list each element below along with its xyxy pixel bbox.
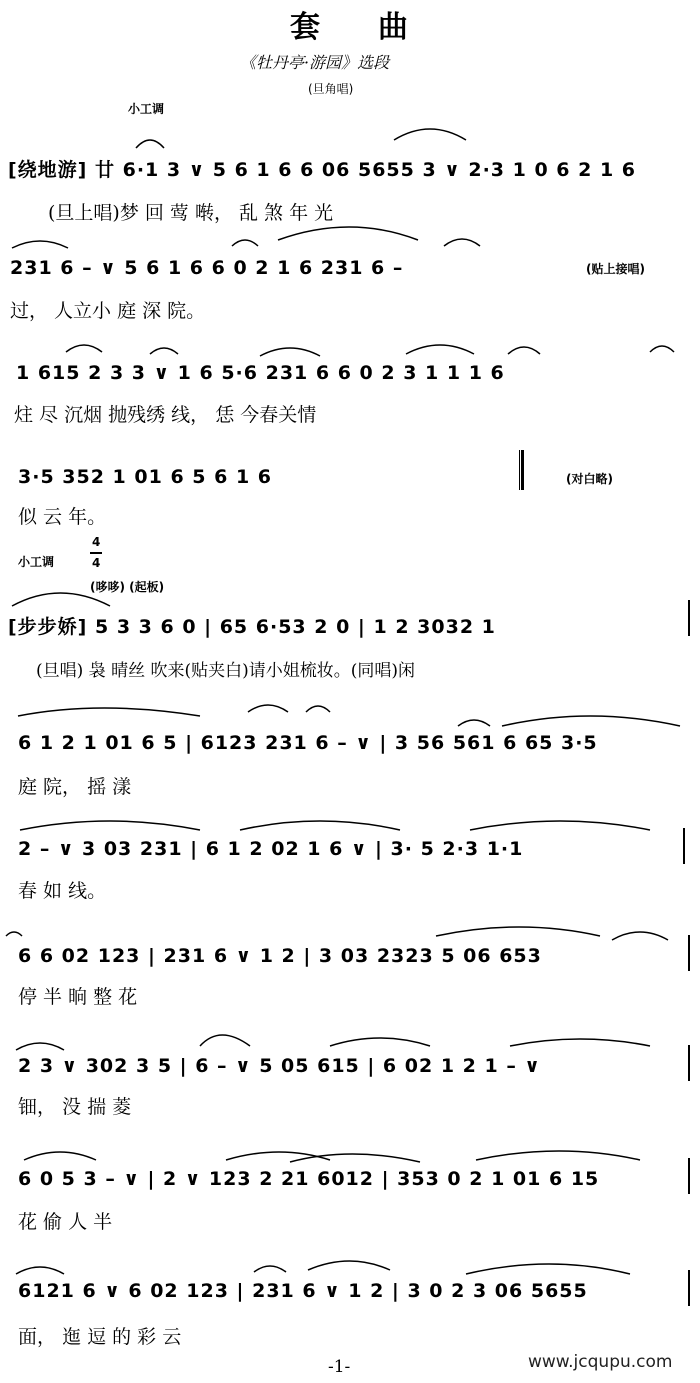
notation-line-3: 1 615 2 3 3 ∨ 1 6 5·6 231 6 6 0 2 3 1 1 1 6	[16, 362, 505, 384]
lyrics-line-4: 似 云 年。	[18, 506, 107, 528]
lyrics-line-12: 面， 迤 逗 的 彩 云	[18, 1326, 182, 1348]
time-signature-numerator: 4	[92, 535, 101, 549]
time-signature-denominator: 4	[92, 556, 101, 570]
notation-line-10: 2 3 ∨ 302 3 5 | 6 – ∨ 5 05 615 | 6 02 1 2 1 – ∨	[18, 1055, 541, 1077]
notation-line-11: 6 0 5 3 – ∨ | 2 ∨ 123 2 21 6012 | 353 0 2 1 01 6 15	[18, 1168, 600, 1190]
lyrics-line-3: 炷 尽 沉烟 抛残绣 线， 恁 今春关情	[14, 404, 317, 426]
role-note: (旦角唱)	[308, 82, 354, 96]
lyrics-line-11: 花 偷 人 半	[18, 1211, 113, 1233]
notation-line-9: 6 6 02 123 | 231 6 ∨ 1 2 | 3 03 2323 5 06 653	[18, 945, 542, 967]
key-signature-1: 小工调	[128, 102, 165, 116]
lyrics-line-10: 钿， 没 揣 菱	[18, 1096, 132, 1118]
lyrics-line-6: (旦唱) 袅 晴丝 吹来(贴夹白)请小姐梳妆。(同唱)闲	[36, 661, 416, 681]
key-signature-2: 小工调	[18, 555, 55, 569]
notation-line-12: 6121 6 ∨ 6 02 123 | 231 6 ∨ 1 2 | 3 0 2 3 06 5655	[18, 1280, 588, 1302]
lyrics-line-2: 过， 人立小 庭 深 院。	[10, 300, 206, 322]
lyrics-line-1: (旦上唱)梦 回 莺 啭， 乱 煞 年 光	[48, 202, 334, 224]
notation-line-6: [步步娇] 5 3 3 6 0 | 65 6·53 2 0 | 1 2 3032 1	[8, 616, 496, 638]
page-subtitle: 《牡丹亭·游园》选段	[240, 53, 390, 72]
aside-line-2: (贴上接唱)	[586, 262, 645, 276]
page-title: 套曲	[290, 10, 466, 45]
aside-line-4: (对白略)	[566, 472, 613, 486]
notation-line-8: 2 – ∨ 3 03 231 | 6 1 2 02 1 6 ∨ | 3· 5 2·3 1·1	[18, 838, 524, 860]
page-number: -1-	[328, 1357, 351, 1377]
notation-line-7: 6 1 2 1 01 6 5 | 6123 231 6 – ∨ | 3 56 561 6 65 3·5	[18, 732, 598, 754]
notation-line-1: [绕地游] 廿 6·1 3 ∨ 5 6 1 6 6 06 5655 3 ∨ 2·3 1 0 6 2 1 6	[8, 159, 637, 181]
lyrics-line-7: 庭 院， 摇 漾	[18, 776, 132, 798]
lyrics-line-9: 停 半 晌 整 花	[18, 986, 138, 1008]
notation-line-2: 231 6 – ∨ 5 6 1 6 6 0 2 1 6 231 6 –	[10, 257, 404, 279]
lyrics-line-8: 春 如 线。	[18, 880, 107, 902]
watermark: www.jcqupu.com	[528, 1352, 673, 1372]
annotation-line: (哆哆) (起板)	[90, 580, 165, 594]
notation-line-4: 3·5 352 1 01 6 5 6 1 6	[18, 466, 272, 488]
